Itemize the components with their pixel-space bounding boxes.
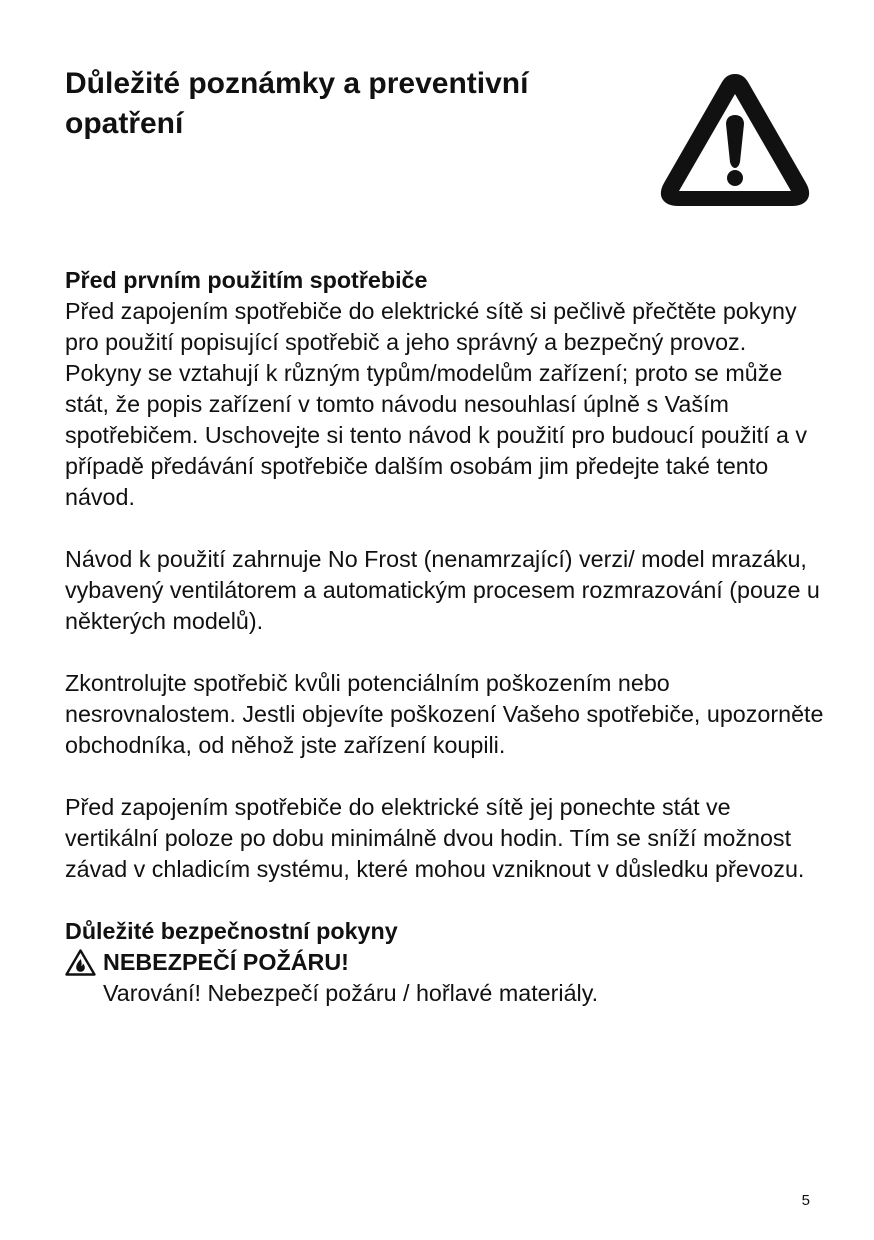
fire-hazard-row: [65, 947, 825, 978]
paragraph-inspection: Zkontrolujte spotřebič kvůli potenciálním poškozením nebo nesrovnalostem. Jestli objevíte poškození Vašeho spotřebiče, upozorněte obchodníka, od něhož jste zařízení koupili.: [65, 670, 824, 758]
hazard-title: NEBEZPEČÍ POŽÁRU!: [103, 949, 349, 975]
page-number: 5: [801, 1192, 810, 1209]
hazard-warning-text: Varování! Nebezpečí požáru / hořlavé materiály.: [103, 980, 599, 1006]
page-title: Důležité poznámky a preventivní opatření: [65, 67, 529, 140]
warning-triangle-icon: [659, 70, 811, 206]
paragraph-vertical-position: Před zapojením spotřebiče do elektrické sítě jej ponechte stát ve vertikální poloze po dobu minimálně dvou hodin. Tím se sníží možnost závad v chladicím systému, které mohou vzniknout v důsledku převozu.: [65, 794, 805, 882]
paragraph-instructions: Před zapojením spotřebiče do elektrické sítě si pečlivě přečtěte pokyny pro použití popisující spotřebič a jeho správný a bezpečný provoz. Pokyny se vztahují k různým typům/modelům zařízení; proto se může stát, že popis zařízení v tomto návodu nesouhlasí úplně s Vaším spotřebičem. Uschovejte si tento návod k použití pro budoucí použití a v případě předávání spotřebiče dalším osobám jim předejte také tento návod.: [65, 298, 808, 510]
section-heading-first-use: Před prvním použitím spotřebiče: [65, 267, 428, 293]
fire-warning-icon: [65, 949, 96, 976]
section-heading-safety: Důležité bezpečnostní pokyny: [65, 918, 398, 944]
paragraph-no-frost: Návod k použití zahrnuje No Frost (nenamrzající) verzi/ model mrazáku, vybavený ventilátorem a automatickým procesem rozmrazování (pouze u některých modelů).: [65, 546, 820, 634]
main-content: [65, 265, 825, 1009]
